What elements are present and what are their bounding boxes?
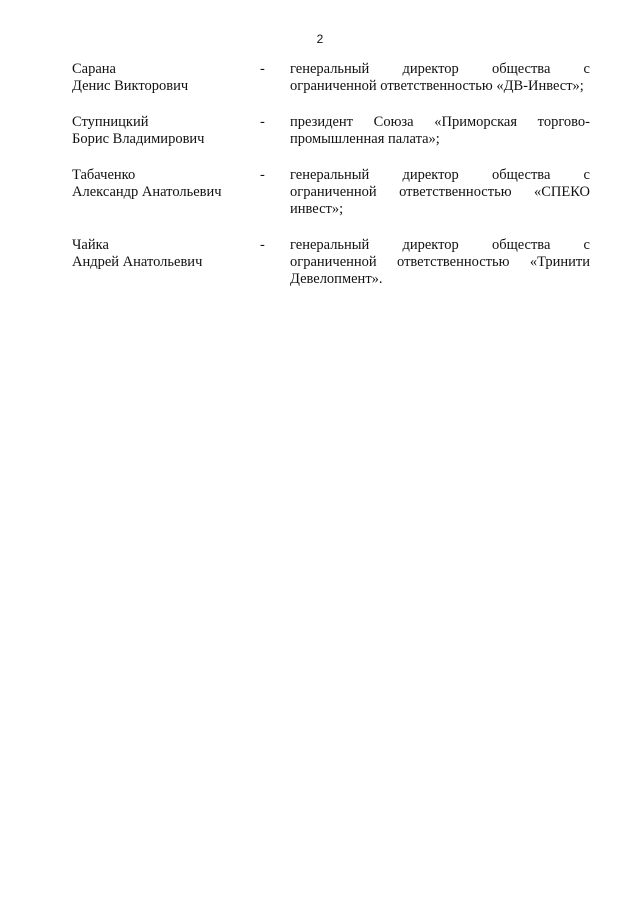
- person-name: [72, 61, 260, 95]
- surname: Чайка: [72, 237, 109, 253]
- list-item: [72, 114, 590, 148]
- given-names: Борис Владимирович: [72, 131, 205, 147]
- person-name: [72, 237, 260, 288]
- list-item: [72, 61, 590, 95]
- dash-separator: -: [260, 167, 265, 183]
- surname: Табаченко: [72, 167, 136, 183]
- member-list: [72, 61, 590, 288]
- position-description: президент Союза «Приморская торгово-промышленная палата»;: [290, 114, 590, 147]
- surname: Ступницкий: [72, 114, 149, 130]
- position-description: генеральный директор общества с ограниченной ответственностью «ДВ-Инвест»;: [290, 61, 590, 94]
- dash-separator: -: [260, 61, 265, 77]
- surname: Сарана: [72, 61, 116, 77]
- list-item: [72, 237, 590, 288]
- given-names: Денис Викторович: [72, 78, 189, 94]
- position-description: генеральный директор общества с ограниченной ответственностью «СПЕКО инвест»;: [290, 167, 590, 217]
- given-names: Андрей Анатольевич: [72, 254, 203, 270]
- position-description: генеральный директор общества с ограниченной ответственностью «Тринити Девелопмент».: [290, 237, 590, 287]
- list-item: [72, 167, 590, 218]
- person-name: [72, 167, 260, 218]
- given-names: Александр Анатольевич: [72, 184, 222, 200]
- page-number: 2: [316, 32, 324, 46]
- dash-separator: -: [260, 114, 265, 130]
- dash-separator: -: [260, 237, 265, 253]
- person-name: [72, 114, 260, 148]
